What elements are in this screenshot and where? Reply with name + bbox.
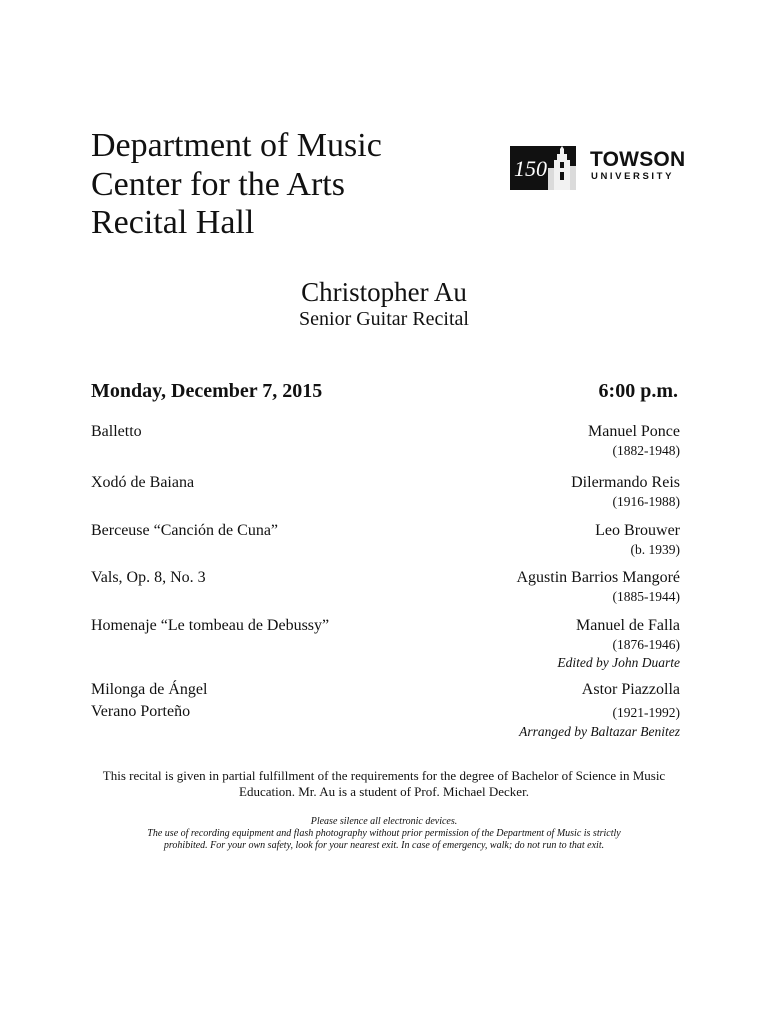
degree-fulfillment-statement: This recital is given in partial fulfillment of the requirements for the degree of Bachelor of Science in Music Education. Mr. Au is a student of Prof. Michael Decker. (102, 768, 666, 799)
recital-title: Senior Guitar Recital (299, 308, 469, 330)
composer-name: Leo Brouwer (595, 522, 680, 539)
hall-name: Recital Hall (91, 204, 255, 241)
logo-wordmark: TOWSON (590, 148, 686, 171)
venue-heading (91, 127, 382, 243)
composer-dates: (1921-1992) (612, 705, 680, 720)
safety-note: prohibited. For your own safety, look for your nearest exit. In case of emergency, walk; do not run to that exit. (163, 840, 605, 851)
towson-university-logo (510, 146, 696, 190)
department-name: Department of Music (91, 127, 382, 164)
anniversary-seal-icon (510, 146, 576, 190)
composer-name: Manuel de Falla (576, 617, 680, 634)
composer-dates: (1916-1988) (612, 494, 680, 509)
logo-subwordmark: UNIVERSITY (591, 171, 675, 182)
piece-title: Berceuse “Canción de Cuna” (91, 522, 279, 539)
building-name: Center for the Arts (91, 165, 345, 203)
silence-devices-note: Please silence all electronic devices. (310, 816, 458, 827)
performer-name: Christopher Au (301, 277, 467, 307)
seal-number: 150 (514, 156, 547, 181)
composer-dates: (1876-1946) (612, 637, 680, 652)
composer-name: Agustin Barrios Mangoré (516, 569, 680, 586)
piece-title: Milonga de Ángel (91, 681, 208, 698)
audience-notice (60, 816, 708, 852)
recording-policy-note: The use of recording equipment and flash photography without prior permission of the Department of Music is strictly (147, 828, 621, 839)
piece-title: Xodó de Baiana (91, 474, 195, 491)
piece-title-second: Verano Porteño (91, 703, 191, 720)
composer-dates: (1882-1948) (612, 443, 680, 458)
composer-name: Manuel Ponce (588, 423, 680, 440)
piece-title: Balletto (91, 423, 142, 440)
event-date: Monday, December 7, 2015 (91, 380, 323, 402)
arranger-note: Arranged by Baltazar Benitez (519, 724, 680, 739)
composer-name: Astor Piazzolla (581, 681, 680, 698)
composer-dates: (b. 1939) (630, 542, 680, 557)
piece-title: Vals, Op. 8, No. 3 (91, 569, 206, 586)
composer-dates: (1885-1944) (612, 589, 680, 604)
piece-title: Homenaje “Le tombeau de Debussy” (91, 617, 330, 634)
event-time: 6:00 p.m. (598, 380, 678, 402)
composer-name: Dilermando Reis (571, 474, 680, 491)
editor-note: Edited by John Duarte (557, 655, 680, 670)
